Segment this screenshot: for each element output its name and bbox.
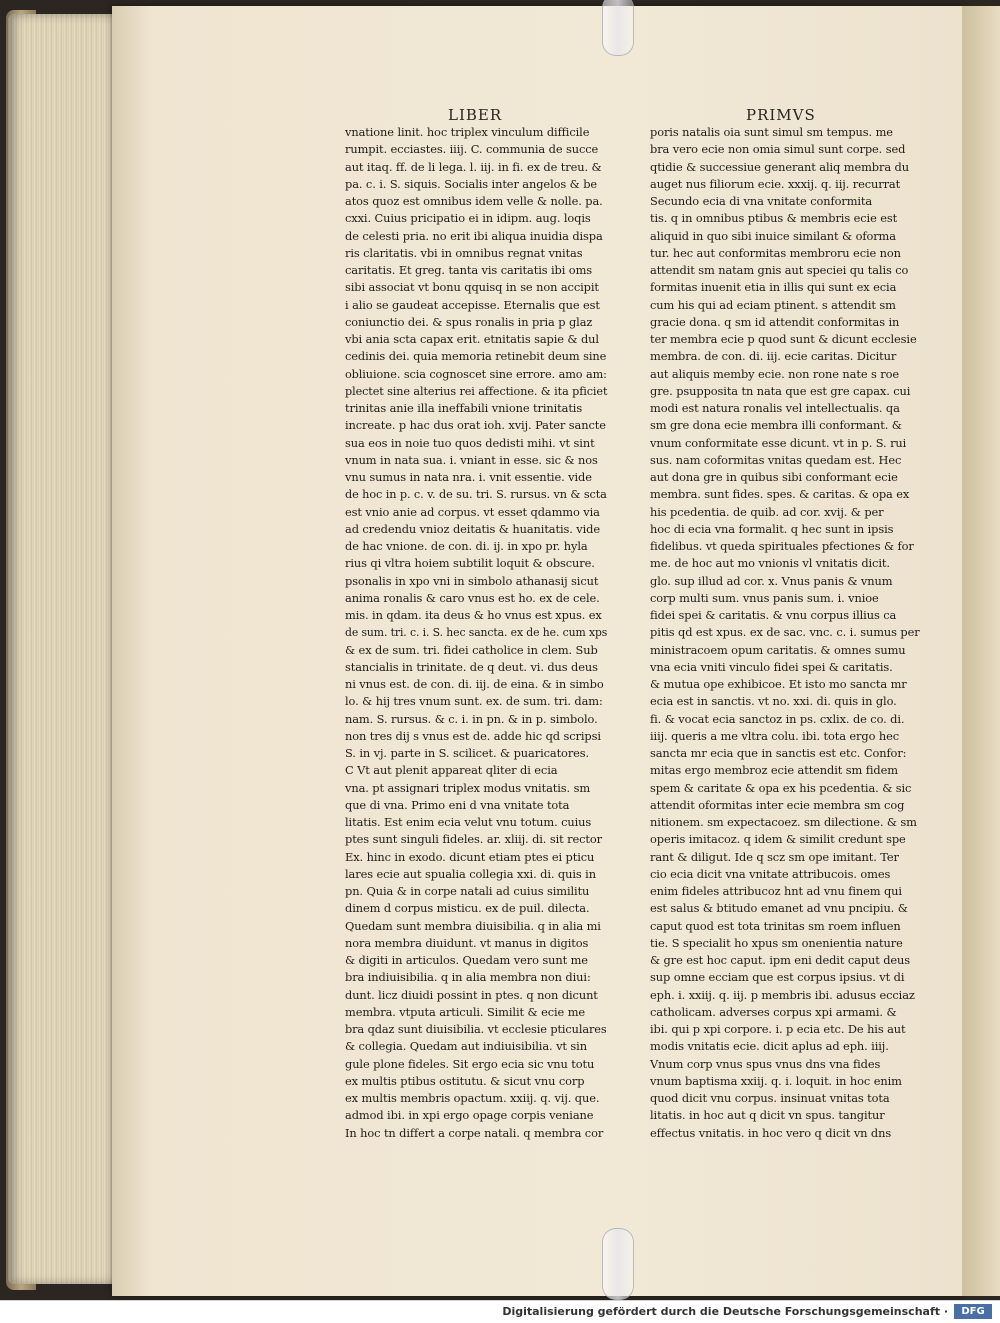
text-line: & mutua ope exhibicoe. Et isto mo sancta mr bbox=[650, 677, 907, 691]
text-line: fidelibus. vt queda spirituales pfectiones & for bbox=[650, 539, 914, 553]
text-line: corp multi sum. vnus panis sum. i. vnioe bbox=[650, 590, 879, 605]
text-line: membra. de con. di. iij. ecie caritas. Dicitur bbox=[650, 349, 897, 364]
text-line: Ex. hinc in exodo. dicunt etiam ptes ei pticu bbox=[345, 849, 595, 864]
text-line: gre. psupposita tn nata que est gre capax. cui bbox=[650, 383, 911, 398]
text-line: Secundo ecia di vna vnitate conformita bbox=[650, 194, 873, 208]
page-clip-bottom bbox=[602, 1228, 634, 1300]
text-line: aliquid in quo sibi inuice similant & oforma bbox=[650, 228, 896, 243]
text-line: fidei spei & caritatis. & vnu corpus illius ca bbox=[650, 608, 897, 622]
text-line: obliuione. scia cognoscet sine errore. amo am: bbox=[345, 366, 607, 381]
text-line: dinem d corpus misticu. ex de puil. dilecta. bbox=[345, 901, 590, 916]
text-line: ter membra ecie p quod sunt & dicunt ecclesie bbox=[650, 332, 917, 346]
text-line: plectet sine alterius rei affectione. & ita pficiet bbox=[345, 383, 608, 398]
text-line: mis. in qdam. ita deus & ho vnus est xpus. ex bbox=[345, 608, 602, 622]
text-line: ptes sunt singuli fideles. ar. xliij. di. sit rector bbox=[345, 832, 602, 847]
text-line: auget nus filiorum ecie. xxxij. q. iij. recurrat bbox=[650, 176, 901, 191]
text-line: C Vt aut plenit appareat qliter di ecia bbox=[345, 763, 558, 778]
text-line: vbi ania scta capax erit. etnitatis sapie & dul bbox=[345, 332, 599, 346]
text-line: bra vero ecie non omia simul sunt corpe. sed bbox=[650, 142, 906, 157]
text-line: attendit oformitas inter ecie membra sm cog bbox=[650, 797, 905, 812]
text-line: tie. S specialit ho xpus sm onenientia nature bbox=[650, 935, 903, 950]
page-edges bbox=[8, 14, 118, 1284]
text-line: enim fideles attribucoz hnt ad vnu finem qui bbox=[650, 884, 902, 898]
text-column-right bbox=[650, 124, 936, 1142]
text-line: eph. i. xxiij. q. iij. p membris ibi. adusus ecciaz bbox=[650, 987, 915, 1002]
text-line: non tres dij s vnus est de. adde hic qd scripsi bbox=[345, 728, 601, 743]
text-line: formitas inuenit etia in illis qui sunt ex ecia bbox=[650, 280, 897, 295]
text-line: tur. hec aut conformitas membroru ecie non bbox=[650, 245, 901, 260]
text-line: modis vnitatis ecie. dicit aplus ad eph. iiij. bbox=[650, 1039, 889, 1054]
text-line: dunt. licz diuidi possint in ptes. q non dicunt bbox=[345, 987, 598, 1002]
text-line: aut itaq. ff. de li lega. l. iij. in fi. ex de treu. & bbox=[345, 159, 602, 174]
text-line: modi est natura ronalis vel intellectualis. qa bbox=[650, 401, 900, 415]
facing-page-edge bbox=[962, 6, 1000, 1296]
text-line: fi. & vocat ecia sanctoz in ps. cxlix. de co. di. bbox=[650, 711, 905, 726]
text-line: trinitas anie illa ineffabili vnione trinitatis bbox=[345, 401, 583, 415]
text-line: & gre est hoc caput. ipm eni dedit caput deus bbox=[650, 953, 911, 967]
text-line: cxxi. Cuius pricipatio ei in idipm. aug. loqis bbox=[345, 211, 591, 226]
text-line: litatis. Est enim ecia velut vnu totum. cuius bbox=[345, 815, 592, 829]
text-line: ibi. qui p xpi corpore. i. p ecia etc. De his aut bbox=[650, 1022, 906, 1036]
text-line: lo. & hij tres vnum sunt. ex. de sum. tri. dam: bbox=[345, 694, 603, 709]
text-line: sibi associat vt bonu qquisq in se non accipit bbox=[345, 280, 599, 295]
text-line: atos quoz est omnibus idem velle & nolle. pa. bbox=[345, 194, 603, 208]
text-line: sus. nam coformitas vnitas quedam est. Hec bbox=[650, 452, 902, 467]
text-line: qtidie & successiue generant aliq membra du bbox=[650, 159, 909, 174]
text-line: vnum in nata sua. i. vniant in esse. sic & nos bbox=[345, 452, 598, 467]
text-line: bra indiuisibilia. q in alia membra non diui: bbox=[345, 970, 591, 985]
text-line: & digiti in articulos. Quedam vero sunt me bbox=[345, 953, 588, 967]
text-line: i alio se gaudeat accepisse. Eternalis que est bbox=[345, 297, 600, 312]
text-line: me. de hoc aut mo vnionis vl vnitatis dicit. bbox=[650, 556, 890, 571]
text-line: tis. q in omnibus ptibus & membris ecie est bbox=[650, 211, 898, 226]
text-line: litatis. in hoc aut q dicit vn spus. tangitur bbox=[650, 1108, 885, 1123]
text-line: pitis qd est xpus. ex de sac. vnc. c. i. sumus per bbox=[650, 625, 920, 640]
text-line: cum his qui ad eciam ptinent. s attendit sm bbox=[650, 297, 896, 312]
text-line: de sum. tri. c. i. S. hec sancta. ex de he. cum xps bbox=[345, 625, 608, 640]
footer-credit: Digitalisierung gefördert durch die Deutsche Forschungsgemeinschaft · bbox=[502, 1305, 948, 1318]
text-line: de hac vnione. de con. di. ij. in xpo pr. hyla bbox=[345, 539, 588, 553]
text-line: mitas ergo membroz ecie attendit sm fidem bbox=[650, 763, 898, 778]
text-line: rumpit. ecciastes. iiij. C. communia de succe bbox=[345, 142, 599, 157]
text-line: ecia est in sanctis. vt no. xxi. di. quis in glo. bbox=[650, 694, 897, 709]
text-line: stancialis in trinitate. de q deut. vi. dus deus bbox=[345, 659, 598, 674]
text-line: poris natalis oia sunt simul sm tempus. me bbox=[650, 125, 893, 139]
text-line: rius qi vltra hoiem subtilit loquit & obscure. bbox=[345, 556, 595, 571]
text-line: gracie dona. q sm id attendit conformitas in bbox=[650, 314, 900, 329]
text-line: aut aliquis memby ecie. non rone nate s roe bbox=[650, 366, 900, 381]
text-line: aut dona gre in quibus sibi conformant ecie bbox=[650, 470, 898, 484]
text-line: coniunctio dei. & spus ronalis in pria p glaz bbox=[345, 314, 593, 329]
text-line: sup omne ecciam que est corpus ipsius. vt di bbox=[650, 970, 905, 985]
running-head-right: PRIMVS bbox=[746, 106, 816, 124]
text-line: que di vna. Primo eni d vna vnitate tota bbox=[345, 797, 570, 812]
text-line: membra. vtputa articuli. Similit & ecie me bbox=[345, 1004, 586, 1019]
text-line: admod ibi. in xpi ergo opage corpis veniane bbox=[345, 1108, 594, 1123]
text-line: pn. Quia & in corpe natali ad cuius similitu bbox=[345, 884, 590, 898]
footer-bar bbox=[0, 1300, 1000, 1323]
text-line: vnu sumus in nata nra. i. vnit essentie. vide bbox=[345, 470, 592, 484]
text-line: ministracoem opum caritatis. & omnes sumu bbox=[650, 642, 906, 657]
text-column-left bbox=[345, 124, 607, 1142]
text-line: bra qdaz sunt diuisibilia. vt ecclesie pticulares bbox=[345, 1022, 607, 1036]
text-line: ris claritatis. vbi in omnibus regnat vnitas bbox=[345, 245, 583, 260]
text-line: glo. sup illud ad cor. x. Vnus panis & vnum bbox=[650, 573, 893, 588]
text-line: de celesti pria. no erit ibi aliqua inuidia dispa bbox=[345, 228, 603, 243]
text-line: vna ecia vniti vinculo fidei spei & caritatis. bbox=[650, 659, 893, 674]
text-line: caritatis. Et greg. tanta vis caritatis ibi oms bbox=[345, 263, 593, 277]
text-line: nam. S. rursus. & c. i. in pn. & in p. simbolo. bbox=[345, 711, 598, 726]
text-line: cedinis dei. quia memoria retinebit deum sine bbox=[345, 349, 607, 364]
dfg-logo: DFG bbox=[954, 1304, 992, 1319]
text-line: membra. sunt fides. spes. & caritas. & opa ex bbox=[650, 487, 910, 502]
text-line: est salus & btitudo emanet ad vnu pncipiu. & bbox=[650, 901, 908, 916]
text-line: S. in vj. parte in S. scilicet. & puaricatores. bbox=[345, 746, 590, 760]
text-line: nitionem. sm expectacoez. sm dilectione. & sm bbox=[650, 815, 917, 829]
text-line: pa. c. i. S. siquis. Socialis inter angelos & be bbox=[345, 176, 598, 191]
text-line: quod dicit vnu corpus. insinuat vnitas tota bbox=[650, 1091, 890, 1105]
text-line: ex multis membris opactum. xxiij. q. vij. que. bbox=[345, 1091, 600, 1105]
text-line: Vnum corp vnus spus vnus dns vna fides bbox=[650, 1056, 881, 1071]
text-line: lares ecie aut spualia collegia xxi. di. quis in bbox=[345, 866, 596, 881]
text-line: nora membra diuidunt. vt manus in digitos bbox=[345, 935, 589, 950]
text-line: cio ecia dicit vna vnitate attribucois. omes bbox=[650, 866, 891, 881]
text-line: sm gre dona ecie membra illi conformant. & bbox=[650, 418, 902, 433]
text-line: gule plone fideles. Sit ergo ecia sic vnu totu bbox=[345, 1056, 595, 1071]
page-clip-top bbox=[602, 0, 634, 56]
text-line: catholicam. adverses corpus xpi armami. & bbox=[650, 1004, 897, 1019]
text-line: vnatione linit. hoc triplex vinculum difficile bbox=[345, 125, 590, 139]
text-line: iiij. queris a me vltra colu. ibi. tota ergo hec bbox=[650, 728, 900, 743]
text-line: est vnio anie ad corpus. vt esset qdammo via bbox=[345, 504, 600, 519]
text-line: attendit sm natam gnis aut speciei qu talis co bbox=[650, 263, 909, 277]
text-line: de hoc in p. c. v. de su. tri. S. rursus. vn & scta bbox=[345, 487, 607, 502]
text-line: In hoc tn differt a corpe natali. q membra cor bbox=[345, 1125, 604, 1140]
text-line: hoc di ecia vna formalit. q hec sunt in ipsis bbox=[650, 521, 894, 536]
text-line: & collegia. Quedam aut indiuisibilia. vt sin bbox=[345, 1039, 587, 1054]
text-line: anima ronalis & caro vnus est ho. ex de cele. bbox=[345, 590, 600, 605]
text-line: & ex de sum. tri. fidei catholice in clem. Sub bbox=[345, 642, 598, 657]
text-line: vna. pt assignari triplex modus vnitatis. sm bbox=[345, 780, 591, 795]
text-line: sua eos in noie tuo quos dedisti mihi. vt sint bbox=[345, 435, 595, 450]
text-line: ad credendu vnioz deitatis & huanitatis. vide bbox=[345, 521, 600, 536]
text-line: vnum conformitate esse dicunt. vt in p. S. rui bbox=[650, 435, 907, 450]
text-line: his pcedentia. de quib. ad cor. xvij. & per bbox=[650, 504, 884, 519]
text-line: sancta mr ecia que in sanctis est etc. Confor: bbox=[650, 746, 907, 760]
text-line: spem & caritate & opa ex his pcedentia. & sic bbox=[650, 780, 912, 795]
text-line: operis imitacoz. q idem & similit credunt spe bbox=[650, 832, 906, 847]
running-head-left: LIBER bbox=[448, 106, 503, 124]
text-line: increate. p hac dus orat ioh. xvij. Pater sancte bbox=[345, 418, 606, 433]
text-line: psonalis in xpo vni in simbolo athanasij sicut bbox=[345, 573, 599, 588]
text-line: caput quod est tota trinitas sm roem influen bbox=[650, 918, 901, 933]
text-line: vnum baptisma xxiij. q. i. loquit. in hoc enim bbox=[650, 1073, 902, 1088]
text-line: rant & diligut. Ide q scz sm ope imitant. Ter bbox=[650, 849, 899, 864]
text-line: effectus vnitatis. in hoc vero q dicit vn dns bbox=[650, 1125, 892, 1140]
text-line: ex multis ptibus ostitutu. & sicut vnu corp bbox=[345, 1073, 585, 1088]
text-line: Quedam sunt membra diuisibilia. q in alia mi bbox=[345, 918, 601, 933]
text-line: ni vnus est. de con. di. iij. de eina. & in simbo bbox=[345, 677, 604, 691]
